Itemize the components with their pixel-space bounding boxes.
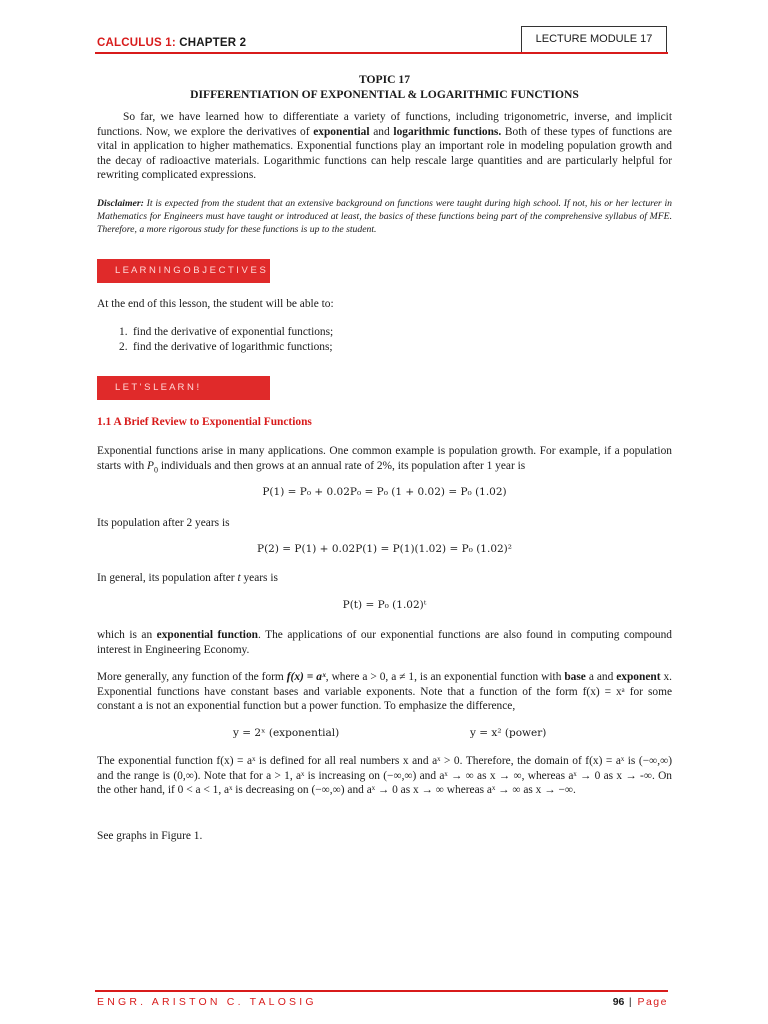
learning-objectives-banner: L E A R N I N G O B J E C T I V E S — [97, 259, 270, 283]
objectives-lead: At the end of this lesson, the student will be able to: — [97, 298, 334, 310]
objectives-list — [97, 325, 672, 354]
example-power: y = x² (power) — [470, 727, 547, 739]
list-item: 2. find the derivative of logarithmic functions; — [119, 340, 333, 353]
equation-pt: P(t) = P₀ (1.02)ᵗ — [342, 599, 427, 611]
topic-number: TOPIC 17 — [359, 73, 410, 86]
paragraph: More generally, any function of the form f(x) = aˣ, where a > 0, a ≠ 1, is an exponential function with base a and exponent x. Exponential functions have constant bases and variable exponents. Note that a function of the form f(x) = xᵃ for some constant a is not an exponential function but a power function. To emphasize the difference, — [97, 671, 673, 713]
footer-page: 96 | Page — [612, 996, 668, 1008]
footer-rule — [95, 990, 668, 992]
lecture-module-box: LECTURE MODULE 17 — [521, 26, 667, 53]
equation-p1: P(1) = P₀ + 0.02P₀ = P₀ (1 + 0.02) = P₀ (1.02) — [262, 486, 507, 498]
course-title: CALCULUS 1: CHAPTER 2 — [97, 37, 247, 49]
header-rule — [95, 52, 668, 54]
paragraph: See graphs in Figure 1. — [97, 830, 203, 842]
example-exponential: y = 2ˣ (exponential) — [233, 727, 340, 739]
equation-p2: P(2) = P(1) + 0.02P(1) = P(1)(1.02) = P₀ (1.02)² — [257, 543, 512, 555]
paragraph: In general, its population after t years is — [97, 572, 278, 584]
disclaimer: Disclaimer: It is expected from the student that an extensive background on functions were taught during high school. If not, his or her lecturer in Mathematics for Engineers must have taught or introduced at least, the basics of these functions being part of the comprehensive syllabus of MFE. Therefore, a more rigorous study for these functions is up to the student. — [97, 198, 672, 236]
paragraph: which is an exponential function. The applications of our exponential functions are also found in computing compound interest in Engineering Economy. — [97, 629, 672, 656]
footer-author: ENGR. ARISTON C. TALOSIG — [97, 996, 317, 1008]
paragraph: Its population after 2 years is — [97, 517, 230, 529]
lets-learn-banner: L E T ' S L E A R N ! — [97, 376, 270, 400]
list-item: 1. find the derivative of exponential functions; — [119, 326, 334, 338]
section-heading: 1.1 A Brief Review to Exponential Functions — [97, 416, 312, 428]
topic-title: DIFFERENTIATION OF EXPONENTIAL & LOGARITHMIC FUNCTIONS — [190, 88, 579, 101]
intro-paragraph: So far, we have learned how to differentiate a variety of functions, including trigonometric, inverse, and implicit functions. Now, we explore the derivatives of exponential and logarithmic functions. Both of these types of functions are vital in application to higher mathematics. Exponential functions play an important role in modeling population growth and the decay of radioactive materials. Logarithmic functions can help rescale large quantities and are particularly helpful for rewriting complicated expressions. — [97, 111, 672, 182]
paragraph: The exponential function f(x) = aˣ is defined for all real numbers x and aˣ > 0. Therefore, the domain of f(x) = aˣ is (−∞,∞) and the range is (0,∞). Note that for a > 1, aˣ is increasing on (−∞,∞) and aˣ → ∞ as x → ∞, whereas aˣ → 0 as x → -∞. On the other hand, if 0 < a < 1, aˣ is decreasing on (−∞,∞) and aˣ → 0 as x → ∞ whereas aˣ → ∞ as x → −∞. — [97, 755, 672, 797]
paragraph: Exponential functions arise in many applications. One common example is population growth. For example, if a population starts with $P_0$ individuals and then grows at an annual rate of 2%, its population after 1 year is — [97, 445, 672, 474]
